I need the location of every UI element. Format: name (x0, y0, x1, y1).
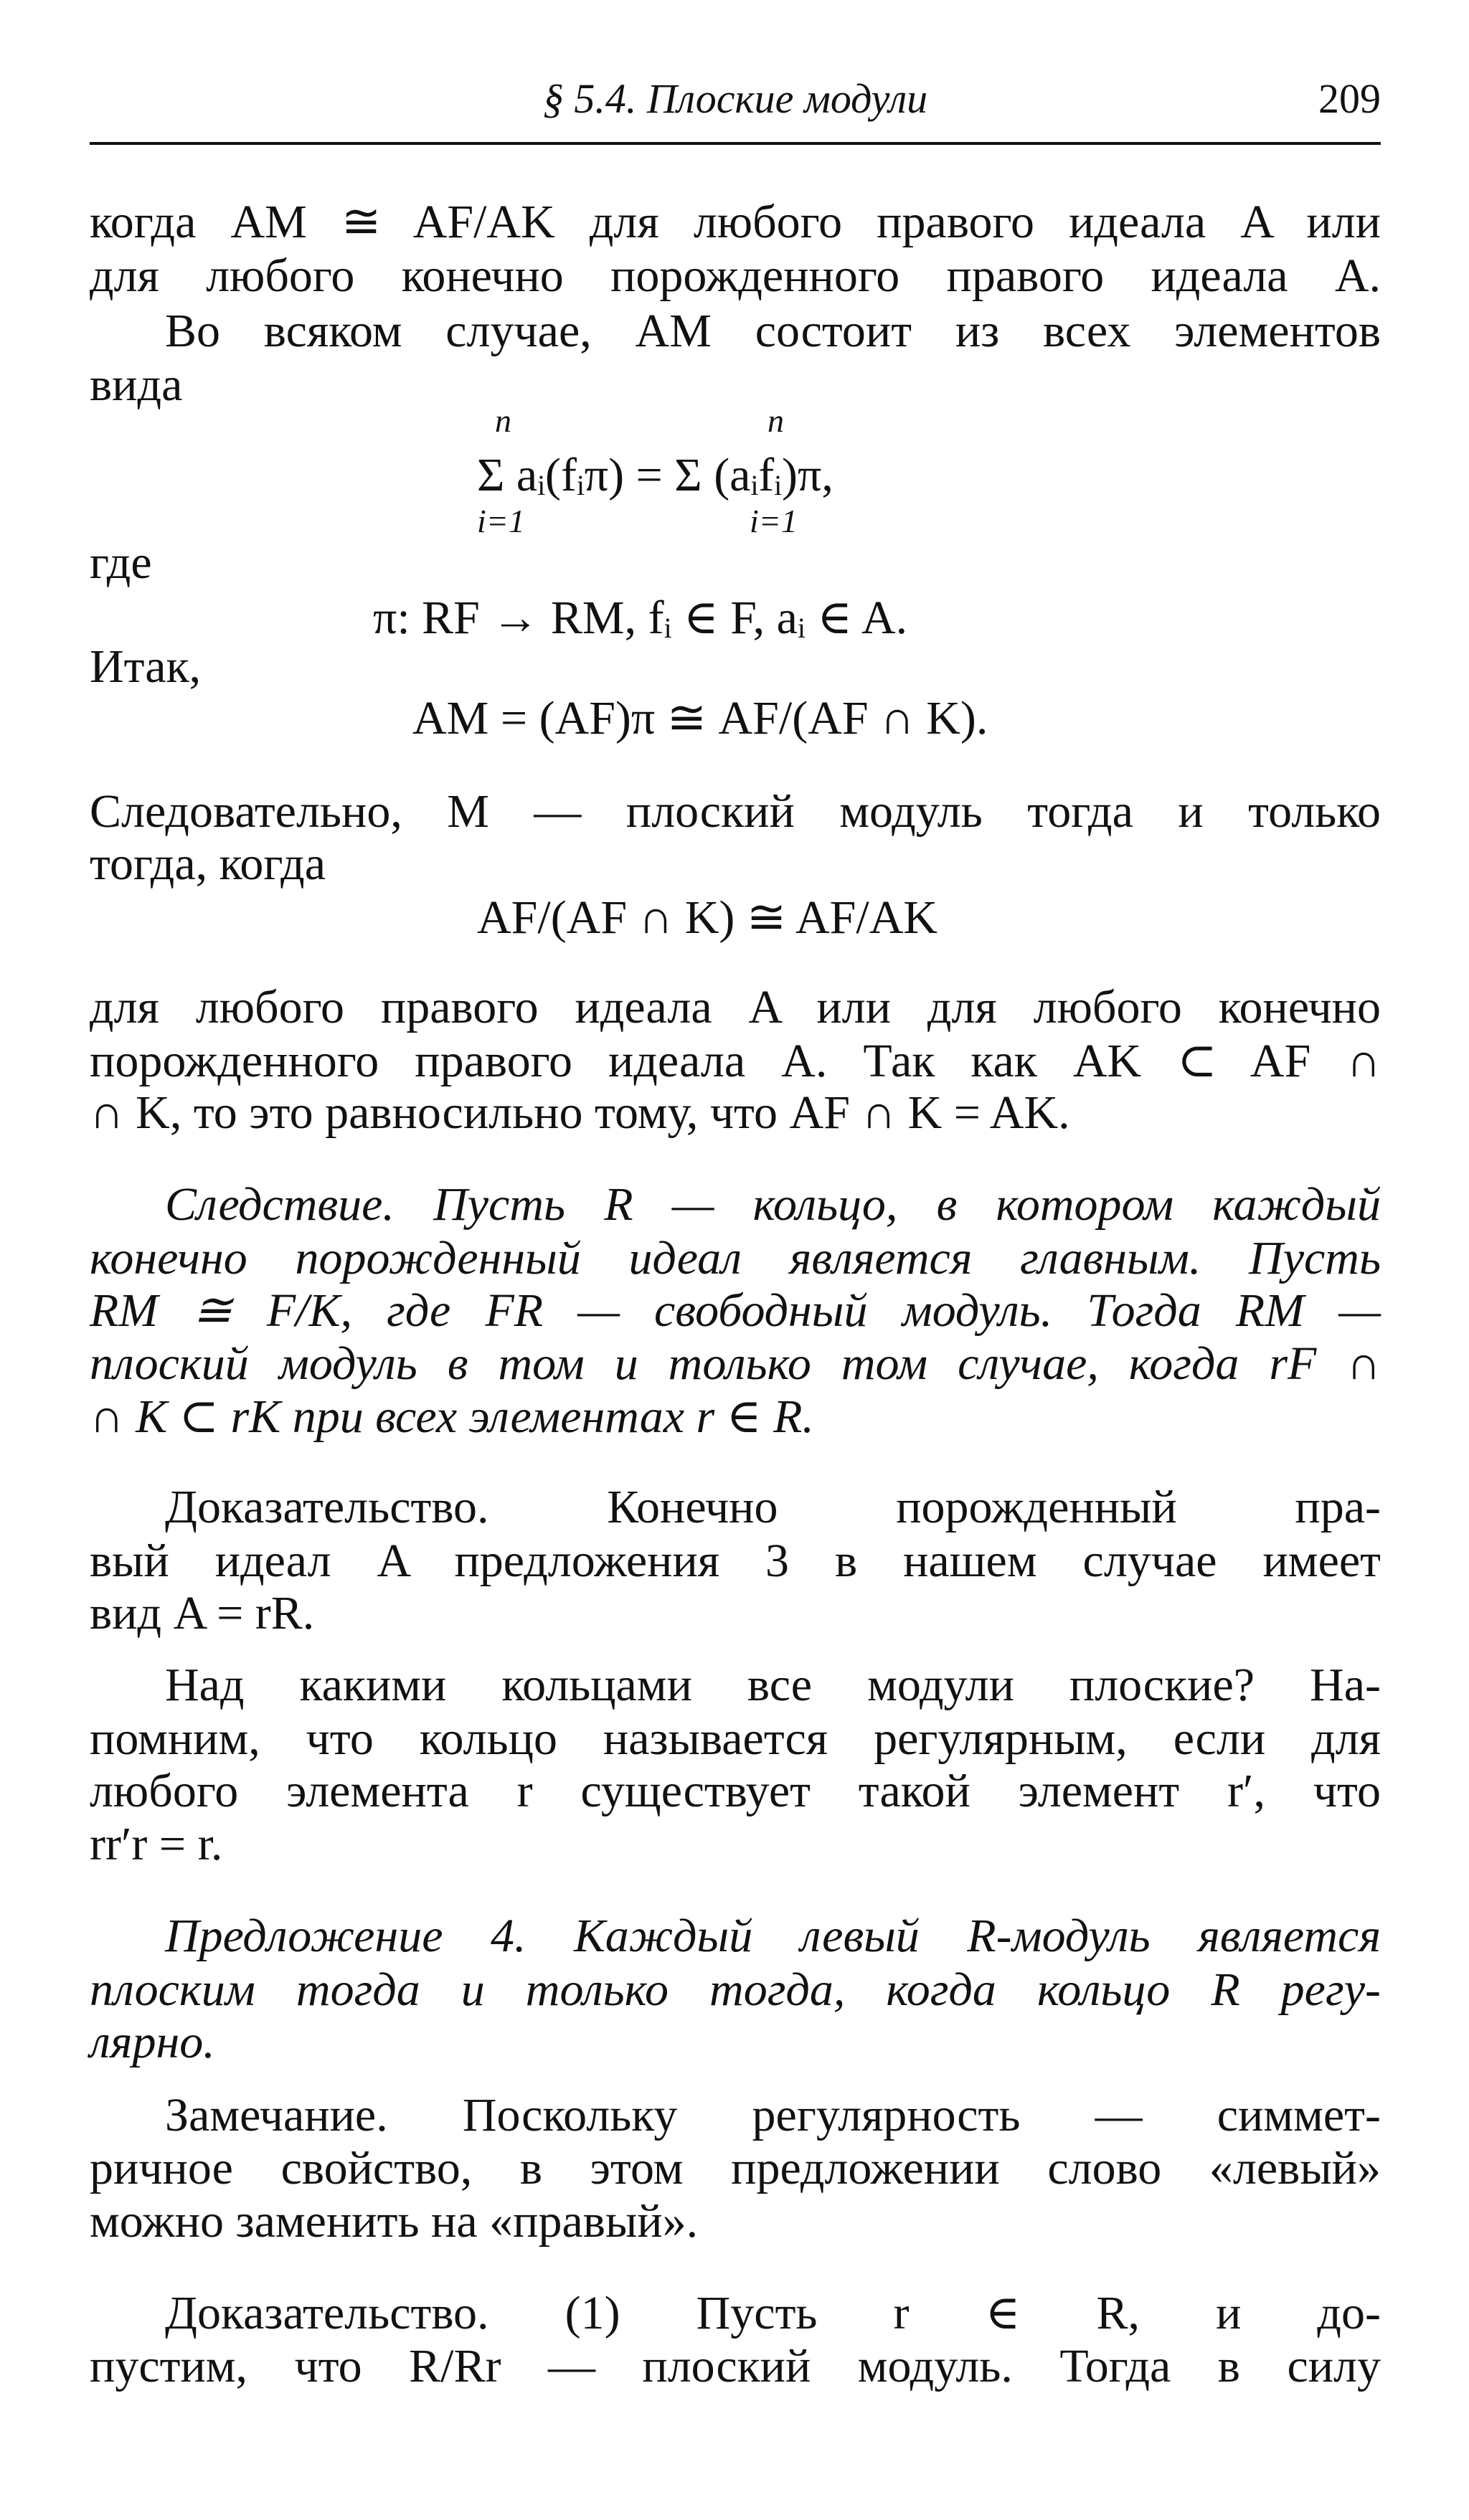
sum-lower-limit: i=1 (750, 503, 798, 539)
text-line: вый идеал A предложения 3 в нашем случае имеет (90, 1535, 1381, 1587)
sum-lower-limit: i=1 (477, 503, 525, 539)
header-rule (90, 142, 1381, 145)
text-line: Над какими кольцами все модули плоские? На- (165, 1659, 1381, 1711)
proof-line: Доказательство. Конечно порожденный пра- (165, 1481, 1381, 1533)
sum-equation: Σ aᵢ(fᵢπ) = Σ (aᵢfᵢ)π, (477, 449, 833, 501)
text-line: Следовательно, M — плоский модуль тогда и только (90, 785, 1381, 838)
proof-line: Доказательство. (1) Пусть r ∈ R, и до- (165, 2287, 1381, 2339)
corollary-line: конечно порожденный идеал является главным. Пусть (90, 1232, 1381, 1284)
text-line: ричное свойство, в этом предложении слово «левый» (90, 2142, 1381, 2194)
am-equation: AM = (AF)π ≅ AF/(AF ∩ K). (412, 692, 988, 744)
proposition-line: лярно. (90, 2016, 215, 2068)
text-line: для любого правого идеала A или для любого конечно (90, 981, 1381, 1033)
text-line: любого элемента r существует такой элемент r′, что (90, 1765, 1381, 1817)
text-line: порожденного правого идеала A. Так как AK ⊂ AF ∩ (90, 1035, 1381, 1087)
page-number: 209 (1318, 75, 1381, 122)
page-header (90, 75, 1381, 139)
text-line: вид A = rR. (90, 1587, 315, 1639)
corollary-line: RM ≅ F/K, где FR — свободный модуль. Тогда RM — (90, 1284, 1381, 1337)
text-line: когда AM ≅ AF/AK для любого правого идеала A или (90, 196, 1381, 248)
sum-upper-limit: n (767, 402, 784, 439)
text-line: rr′r = r. (90, 1818, 223, 1870)
text-line: Во всяком случае, AM состоит из всех элементов (165, 305, 1381, 357)
text-line: пустим, что R/Rr — плоский модуль. Тогда в силу (90, 2340, 1381, 2392)
proposition-line: Предложение 4. Каждый левый R-модуль является (165, 1910, 1381, 1962)
running-title: § 5.4. Плоские модули (542, 75, 928, 122)
text-line: тогда, когда (90, 838, 326, 890)
text-line: где (90, 536, 152, 589)
text-line: ∩ K, то это равносильно тому, что AF ∩ K = AK. (90, 1086, 1070, 1139)
iso-equation: AF/(AF ∩ K) ≅ AF/AK (477, 891, 938, 944)
corollary-line: плоский модуль в том и только том случае, когда rF ∩ (90, 1337, 1381, 1390)
corollary-line: ∩ K ⊂ rK при всех элементах r ∈ R. (90, 1391, 814, 1443)
text-line: вида (90, 359, 183, 411)
sum-upper-limit: n (495, 402, 511, 439)
corollary-line: Следствие. Пусть R — кольцо, в котором каждый (165, 1178, 1381, 1231)
text-line: для любого конечно порожденного правого идеала A. (90, 250, 1381, 302)
proposition-line: плоским тогда и только тогда, когда кольцо R регу- (90, 1964, 1381, 2016)
remark-line: Замечание. Поскольку регулярность — симмет- (165, 2089, 1381, 2141)
text-line: помним, что кольцо называется регулярным, если для (90, 1713, 1381, 1765)
map-equation: π: RF → RM, fᵢ ∈ F, aᵢ ∈ A. (373, 592, 908, 644)
text-line: Итак, (90, 640, 202, 693)
text-line: можно заменить на «правый». (90, 2195, 699, 2247)
